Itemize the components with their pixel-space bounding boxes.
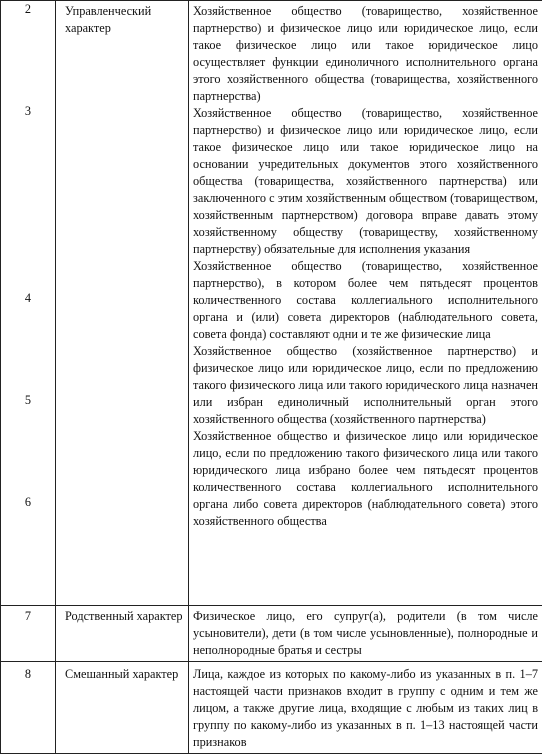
category-cell bbox=[56, 662, 189, 754]
item-number: 8 bbox=[1, 666, 55, 683]
table-row-mixed bbox=[1, 662, 542, 754]
item-number: 4 bbox=[1, 290, 55, 392]
item-text: Физическое лицо, его супруг(а), родители (в том числе усыновители), дети (в том числе усыновленные), полнородные и неполнородные братья и сестры bbox=[193, 608, 538, 659]
category-label: Смешанный характер bbox=[65, 667, 178, 681]
description-cell bbox=[189, 606, 542, 662]
number-column bbox=[1, 1, 56, 606]
item-number: 2 bbox=[1, 1, 55, 103]
item-number: 3 bbox=[1, 103, 55, 290]
category-cell bbox=[56, 1, 189, 606]
number-column bbox=[1, 662, 56, 754]
item-number: 7 bbox=[1, 608, 55, 625]
item-text: Хозяйственное общество (хозяйственное партнерство) и физическое лицо или юридическое лицо, если по предложению такого физического лица или такого юридического лица назначен или избран единоличный исполнительный орган этого хозяйственного общества (хозяйственного партнерства) bbox=[193, 343, 538, 428]
item-text: Хозяйственное общество (товарищество, хозяйственное партнерство) и физическое лицо или юридическое лицо, если такое физическое лицо или такое юридическое лицо осуществляет функции единоличного исполнительного органа этого хозяйственного общества (товарищества, хозяйственного партнерства) bbox=[193, 3, 538, 105]
item-text: Хозяйственное общество (товарищество, хозяйственное партнерство) и физическое лицо или юридическое лицо, если такое физическое лицо или такое юридическое лицо на основании учредительных документов этого хозяйственного общества (товарищества, хозяйственного партнерства) или заключенного с этим хозяйственным обществом (товариществом, хозяйственным партнерством) договора вправе давать этому хозяйственному обществу (товариществу, хозяйственному партнерству) обязательные для исполнения указания bbox=[193, 105, 538, 258]
item-text: Хозяйственное общество (товарищество, хозяйственное партнерство), в котором более чем пятьдесят процентов количественного состава коллегиального исполнительного органа и (или) совета директоров (наблюдательного совета, совета фонда) составляют одни и те же физические лица bbox=[193, 258, 538, 343]
description-cell bbox=[189, 1, 542, 606]
category-label: Управленческий характер bbox=[65, 4, 151, 35]
category-cell bbox=[56, 606, 189, 662]
item-text: Лица, каждое из которых по какому-либо из указанных в п. 1–7 настоящей части признаков входит в группу с одним и тем же лицом, а также другие лица, входящие с любым из таких лиц в группу по какому-либо из указанных в п. 1–13 настоящей части признаков bbox=[193, 666, 538, 751]
table-row-management bbox=[1, 1, 542, 606]
number-column bbox=[1, 606, 56, 662]
item-number: 5 bbox=[1, 392, 55, 494]
category-label: Родственный характер bbox=[65, 609, 183, 623]
item-text: Хозяйственное общество и физическое лицо или юридическое лицо, если по предложению такого физического лица или такого юридического лица избрано более чем пятьдесят процентов количественного состава коллегиального исполнительного органа либо совета директоров (наблюдательного совета) этого хозяйственного общества bbox=[193, 428, 538, 530]
item-number: 6 bbox=[1, 494, 55, 596]
description-cell bbox=[189, 662, 542, 754]
table-row-kinship bbox=[1, 606, 542, 662]
